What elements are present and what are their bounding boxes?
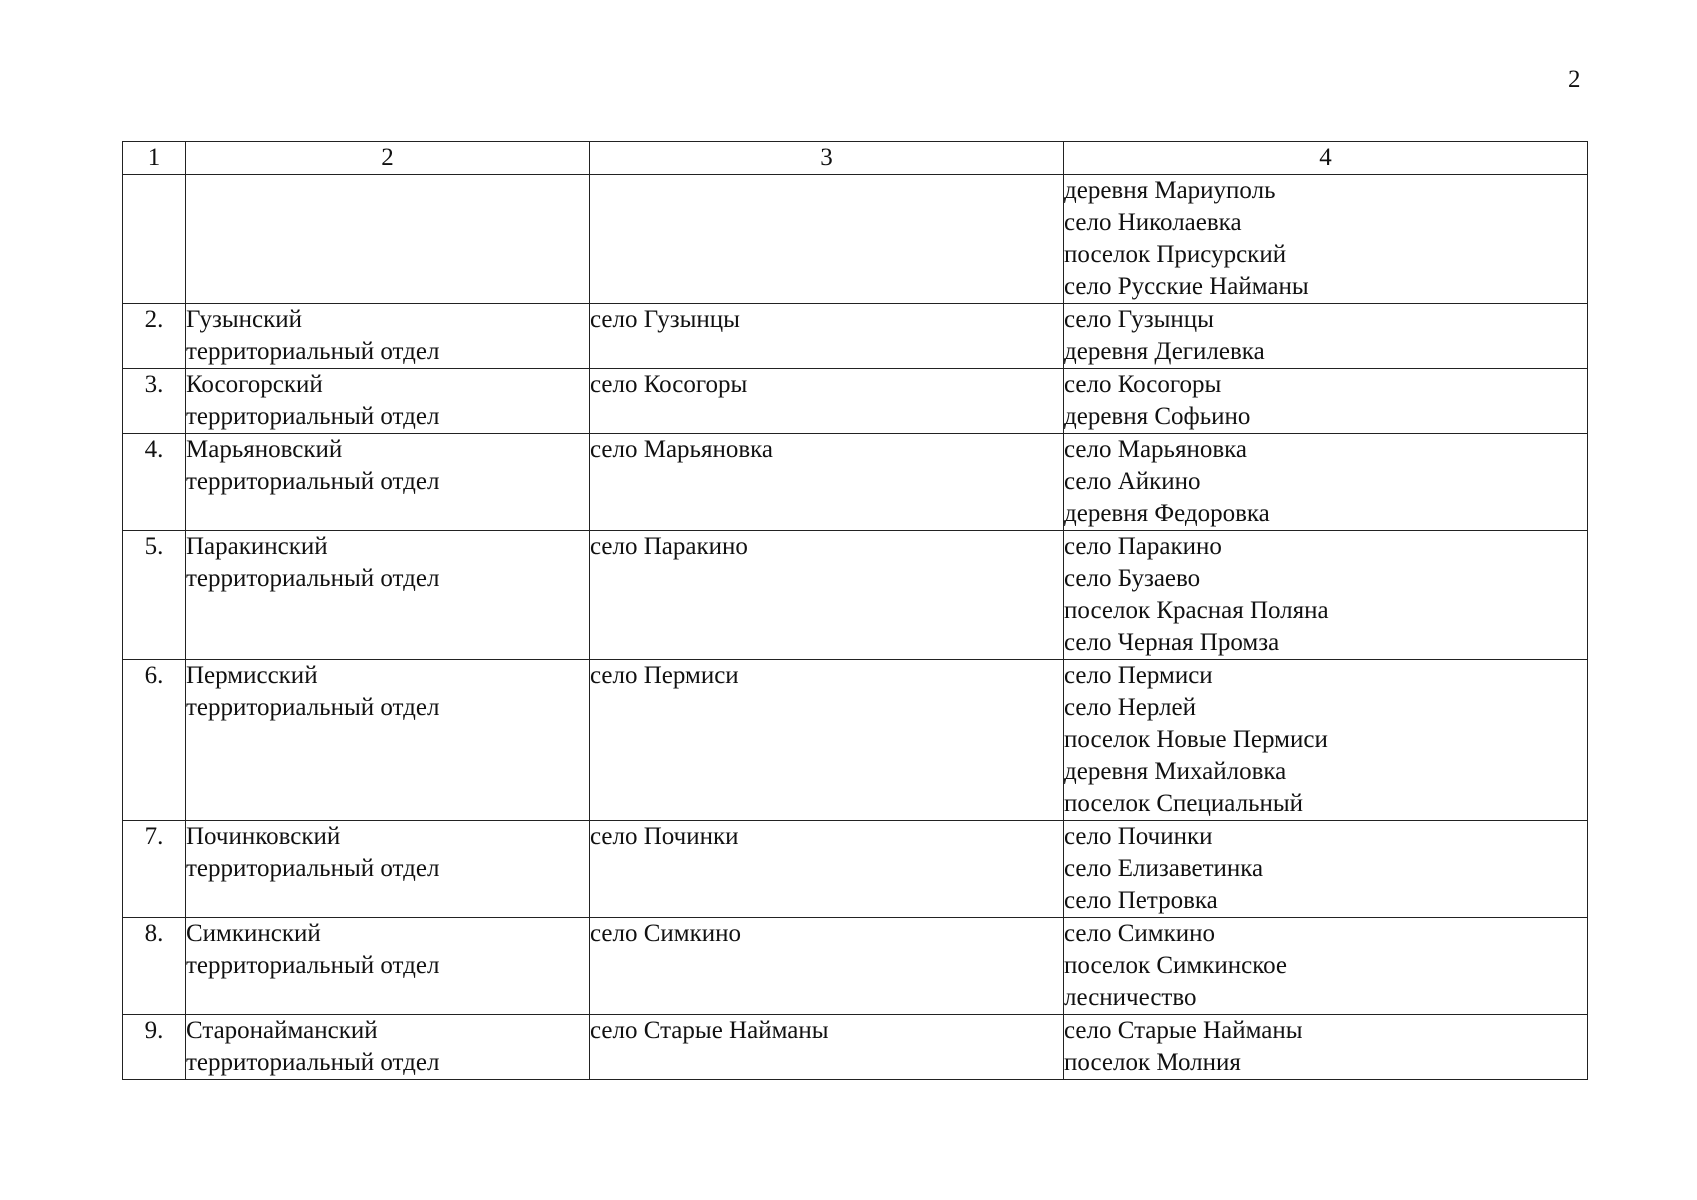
center-cell bbox=[590, 369, 1064, 434]
territory-cell bbox=[186, 369, 590, 434]
table-row bbox=[123, 821, 1588, 918]
settlement-line: село Русские Найманы bbox=[1064, 273, 1309, 300]
territory-cell bbox=[186, 304, 590, 369]
settlement-line: село Нерлей bbox=[1064, 694, 1196, 721]
territory-cell bbox=[186, 918, 590, 1015]
settlement-line: деревня Дегилевка bbox=[1064, 338, 1265, 365]
row-number-cell: 6. bbox=[123, 660, 186, 821]
row-number-cell: 5. bbox=[123, 531, 186, 660]
settlement-line: поселок Симкинское bbox=[1064, 952, 1288, 979]
settlement-line: село Бузаево bbox=[1064, 565, 1201, 592]
table-row bbox=[123, 918, 1588, 1015]
table-row-continued bbox=[123, 175, 1588, 304]
center-cell bbox=[590, 175, 1064, 304]
settlements-cell bbox=[1064, 531, 1588, 660]
settlements-cell bbox=[1064, 821, 1588, 918]
center-cell bbox=[590, 434, 1064, 531]
settlement-line: поселок Присурский bbox=[1064, 241, 1287, 268]
settlements-cell bbox=[1064, 918, 1588, 1015]
center-name: село Симкино bbox=[590, 920, 742, 947]
territory-line: территориальный отдел bbox=[186, 468, 440, 495]
row-number-cell: 4. bbox=[123, 434, 186, 531]
territory-line: территориальный отдел bbox=[186, 1049, 440, 1076]
center-cell bbox=[590, 304, 1064, 369]
territory-line: Пермисский bbox=[186, 662, 318, 689]
territory-line: Починковский bbox=[186, 823, 341, 850]
settlement-line: деревня Федоровка bbox=[1064, 500, 1270, 527]
settlement-line: поселок Специальный bbox=[1064, 790, 1304, 817]
settlements-cell bbox=[1064, 304, 1588, 369]
center-cell bbox=[590, 531, 1064, 660]
settlement-line: село Марьяновка bbox=[1064, 436, 1247, 463]
territory-line: территориальный отдел bbox=[186, 694, 440, 721]
territory-line: территориальный отдел bbox=[186, 952, 440, 979]
center-name: село Пермиси bbox=[590, 662, 739, 689]
header-col-2: 2 bbox=[186, 142, 590, 175]
row-number-cell: 8. bbox=[123, 918, 186, 1015]
settlements-cell bbox=[1064, 175, 1588, 304]
center-cell bbox=[590, 918, 1064, 1015]
row-number-cell: 3. bbox=[123, 369, 186, 434]
settlement-line: поселок Новые Пермиси bbox=[1064, 726, 1328, 753]
settlement-line: деревня Михайловка bbox=[1064, 758, 1287, 785]
settlement-line: село Косогоры bbox=[1064, 371, 1222, 398]
settlement-line: село Петровка bbox=[1064, 887, 1218, 914]
row-number-cell bbox=[123, 175, 186, 304]
territory-line: территориальный отдел bbox=[186, 855, 440, 882]
settlement-line: село Гузынцы bbox=[1064, 306, 1214, 333]
territory-line: Косогорский bbox=[186, 371, 323, 398]
territory-cell bbox=[186, 531, 590, 660]
territory-cell bbox=[186, 175, 590, 304]
row-number-cell: 7. bbox=[123, 821, 186, 918]
table-row bbox=[123, 531, 1588, 660]
territorial-departments-table bbox=[122, 141, 1588, 1080]
center-name: село Паракино bbox=[590, 533, 748, 560]
row-number-cell: 9. bbox=[123, 1015, 186, 1080]
settlement-line: лесничество bbox=[1064, 984, 1197, 1011]
settlement-line: село Пермиси bbox=[1064, 662, 1213, 689]
territory-cell bbox=[186, 660, 590, 821]
page-number: 2 bbox=[1568, 66, 1581, 93]
center-cell bbox=[590, 660, 1064, 821]
territory-cell bbox=[186, 821, 590, 918]
center-name: село Старые Найманы bbox=[590, 1017, 829, 1044]
territory-line: Паракинский bbox=[186, 533, 328, 560]
settlement-line: деревня Софьино bbox=[1064, 403, 1251, 430]
center-name: село Гузынцы bbox=[590, 306, 740, 333]
table-header-row bbox=[123, 142, 1588, 175]
settlement-line: поселок Красная Поляна bbox=[1064, 597, 1329, 624]
settlements-cell bbox=[1064, 660, 1588, 821]
settlements-cell bbox=[1064, 1015, 1588, 1080]
center-cell bbox=[590, 1015, 1064, 1080]
settlements-cell bbox=[1064, 369, 1588, 434]
table-row bbox=[123, 304, 1588, 369]
territory-cell bbox=[186, 1015, 590, 1080]
territory-line: территориальный отдел bbox=[186, 565, 440, 592]
territory-line: Марьяновский bbox=[186, 436, 343, 463]
territory-cell bbox=[186, 434, 590, 531]
territory-line: Гузынский bbox=[186, 306, 303, 333]
settlement-line: село Черная Промза bbox=[1064, 629, 1280, 656]
table-row bbox=[123, 660, 1588, 821]
center-name: село Косогоры bbox=[590, 371, 748, 398]
territory-line: Симкинский bbox=[186, 920, 321, 947]
territory-line: территориальный отдел bbox=[186, 403, 440, 430]
header-col-1: 1 bbox=[123, 142, 186, 175]
settlement-line: село Айкино bbox=[1064, 468, 1201, 495]
settlement-line: село Починки bbox=[1064, 823, 1213, 850]
center-name: село Починки bbox=[590, 823, 739, 850]
settlement-line: село Паракино bbox=[1064, 533, 1222, 560]
table-row bbox=[123, 434, 1588, 531]
settlement-line: село Старые Найманы bbox=[1064, 1017, 1303, 1044]
settlement-line: село Симкино bbox=[1064, 920, 1216, 947]
settlement-line: деревня Мариуполь bbox=[1064, 177, 1276, 204]
territory-line: территориальный отдел bbox=[186, 338, 440, 365]
center-cell bbox=[590, 821, 1064, 918]
header-col-4: 4 bbox=[1064, 142, 1588, 175]
territory-line: Старонайманский bbox=[186, 1017, 378, 1044]
settlement-line: поселок Молния bbox=[1064, 1049, 1241, 1076]
row-number-cell: 2. bbox=[123, 304, 186, 369]
settlement-line: село Елизаветинка bbox=[1064, 855, 1264, 882]
table-row bbox=[123, 369, 1588, 434]
settlement-line: село Николаевка bbox=[1064, 209, 1242, 236]
header-col-3: 3 bbox=[590, 142, 1064, 175]
settlements-cell bbox=[1064, 434, 1588, 531]
center-name: село Марьяновка bbox=[590, 436, 773, 463]
table-row bbox=[123, 1015, 1588, 1080]
